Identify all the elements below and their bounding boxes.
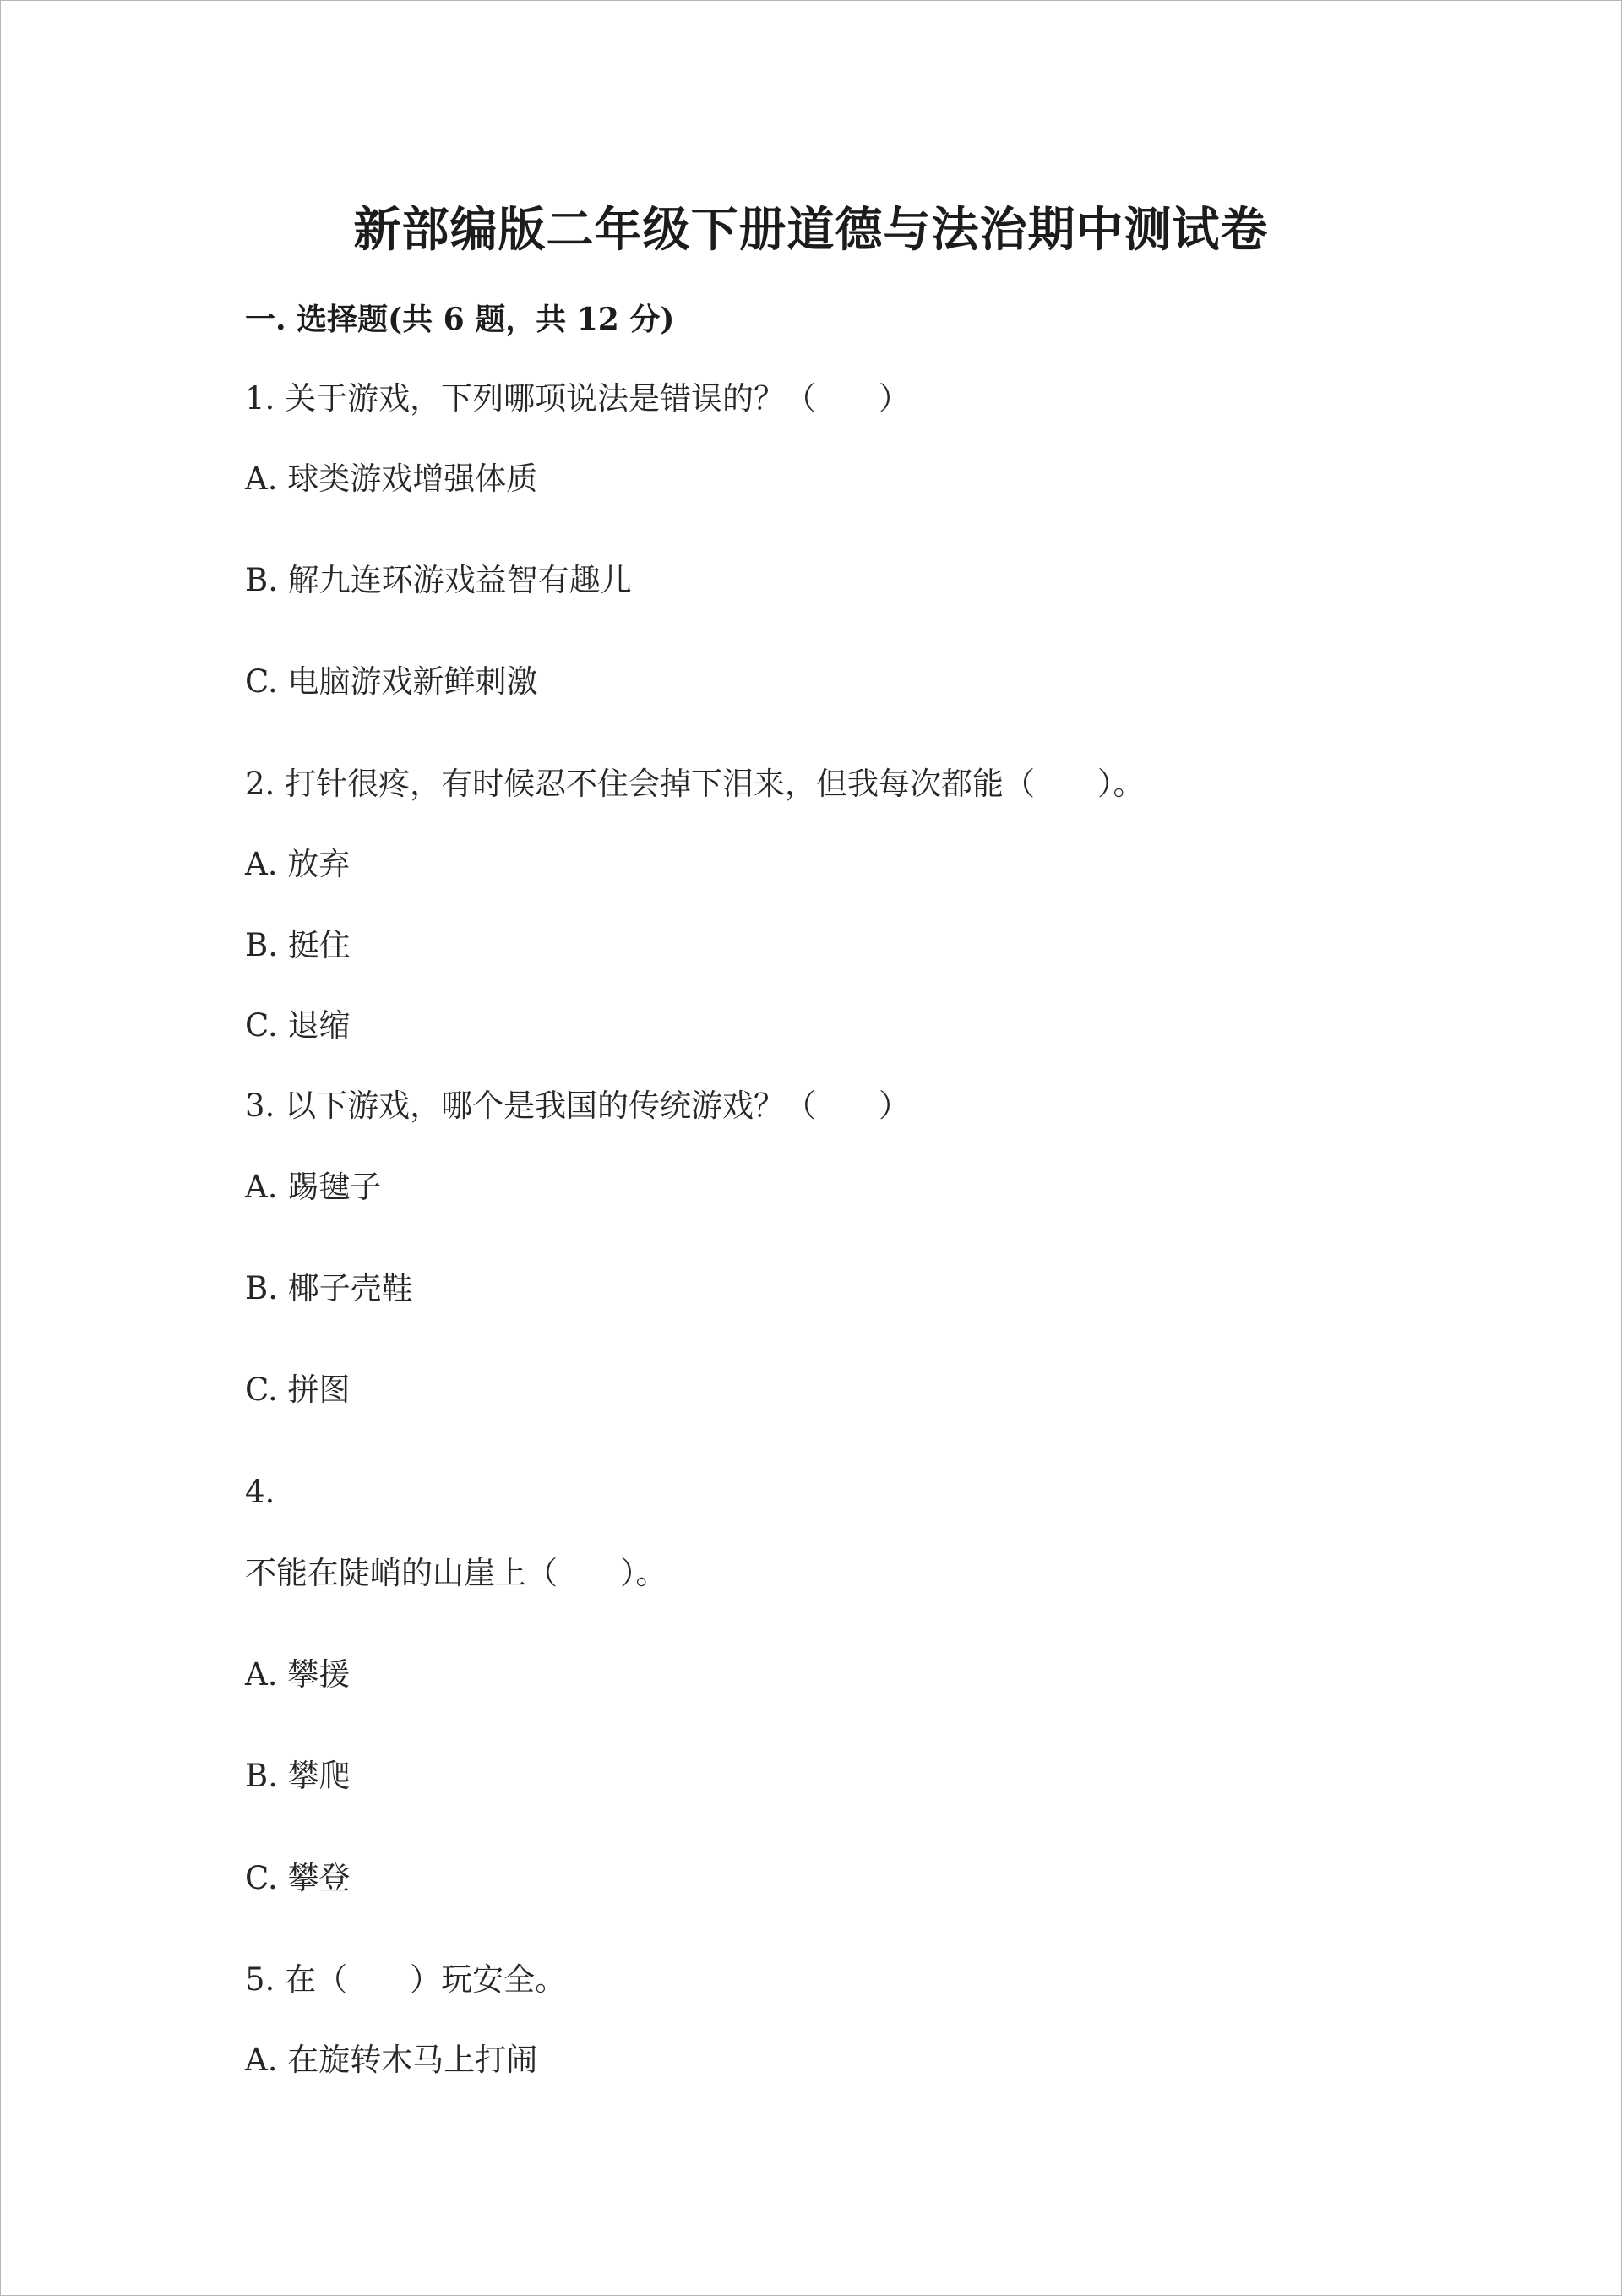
question-5: 5. 在（ ）玩安全。 xyxy=(245,1961,567,1998)
question-4-number: 4. xyxy=(245,1474,275,1510)
question-3: 3. 以下游戏，哪个是我国的传统游戏？（ ） xyxy=(245,1088,911,1124)
question-1: 1. 关于游戏，下列哪项说法是错误的？（ ） xyxy=(245,380,911,417)
question-1-option-b: B. 解九连环游戏益智有趣儿 xyxy=(245,562,632,598)
question-1-option-a: A. 球类游戏增强体质 xyxy=(245,461,538,497)
question-2: 2. 打针很疼，有时候忍不住会掉下泪来，但我每次都能（ ）。 xyxy=(245,766,1145,802)
question-3-option-c: C. 拼图 xyxy=(245,1372,351,1408)
page-title: 新部编版二年级下册道德与法治期中测试卷 xyxy=(353,202,1269,258)
question-4-option-a: A. 攀援 xyxy=(245,1656,351,1693)
section-heading: 一. 选择题(共 6 题，共 12 分) xyxy=(245,302,675,337)
question-1-option-c: C. 电脑游戏新鲜刺激 xyxy=(245,663,538,700)
question-3-option-b: B. 椰子壳鞋 xyxy=(245,1270,413,1306)
question-3-option-a: A. 踢毽子 xyxy=(245,1169,382,1205)
question-4-option-c: C. 攀登 xyxy=(245,1860,351,1896)
question-4: 不能在陡峭的山崖上（ ）。 xyxy=(245,1555,667,1591)
question-2-option-b: B. 挺住 xyxy=(245,927,351,963)
question-5-option-a: A. 在旋转木马上打闹 xyxy=(245,2042,538,2078)
question-2-option-a: A. 放弃 xyxy=(245,846,351,882)
question-2-option-c: C. 退缩 xyxy=(245,1007,351,1044)
question-4-option-b: B. 攀爬 xyxy=(245,1758,351,1794)
